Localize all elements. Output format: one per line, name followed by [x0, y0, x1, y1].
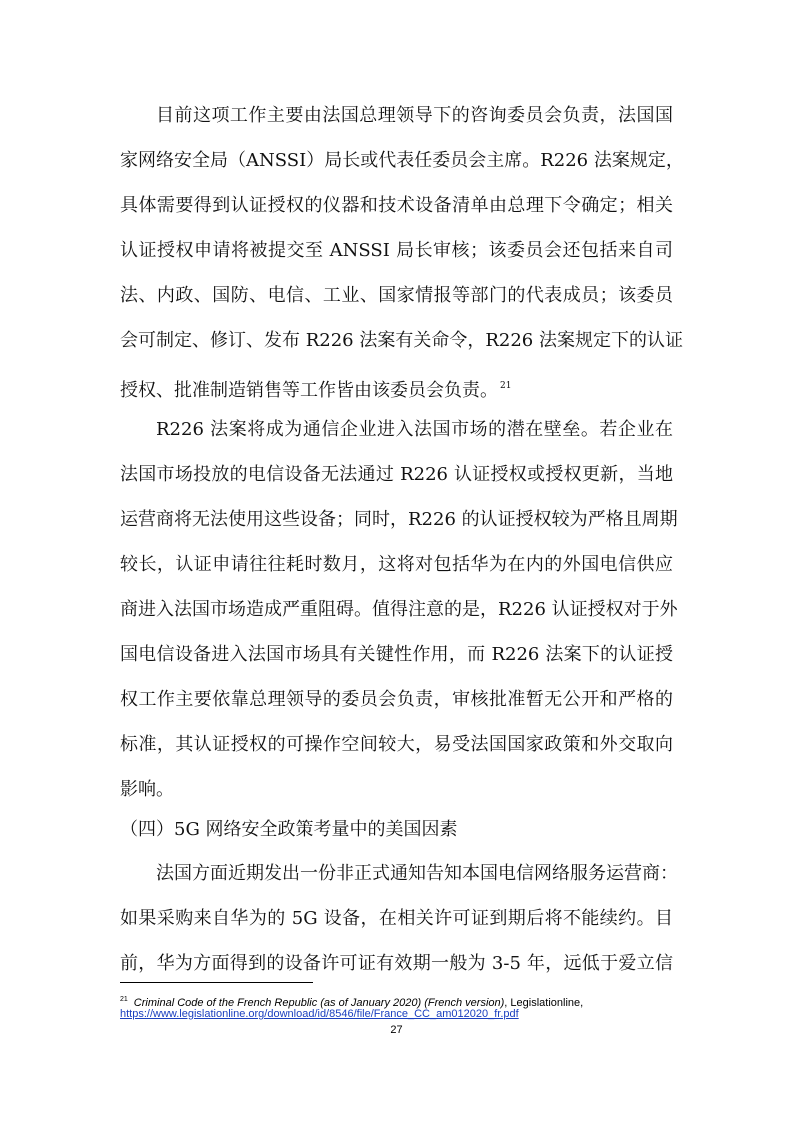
- para1-line: 家网络安全局（ANSSI）局长或代表任委员会主席。R226 法案规定，: [120, 150, 684, 171]
- page-number: 27: [390, 1024, 403, 1036]
- para2-line: 法国市场投放的电信设备无法通过 R226 认证授权或授权更新，当地: [120, 464, 673, 485]
- para1-last-line: [120, 376, 511, 401]
- para2-line: R226 法案将成为通信企业进入法国市场的潜在壁垒。若企业在: [156, 419, 673, 440]
- para2-line: 影响。: [120, 779, 174, 800]
- footnote-title: Criminal Code of the French Republic (as of January 2020) (French version): [133, 997, 505, 1009]
- para1-line: 认证授权申请将被提交至 ANSSI 局长审核；该委员会还包括来自司: [120, 240, 673, 261]
- para3-line: 法国方面近期发出一份非正式通知告知本国电信网络服务运营商：: [156, 863, 678, 884]
- footnote-source: , Legislationline,: [504, 997, 584, 1009]
- section-heading: （四）5G 网络安全政策考量中的美国因素: [120, 819, 458, 840]
- para1-line: 法、内政、国防、电信、工业、国家情报等部门的代表成员；该委员: [120, 285, 673, 306]
- footnote-reference[interactable]: 21: [500, 381, 512, 391]
- para2-line: 商进入法国市场造成严重阻碍。值得注意的是，R226 认证授权对于外: [120, 599, 678, 620]
- para1-line: 目前这项工作主要由法国总理领导下的咨询委员会负责，法国国: [156, 105, 673, 126]
- para2-line: 国电信设备进入法国市场具有关键性作用，而 R226 法案下的认证授: [120, 644, 673, 665]
- para1-line: 具体需要得到认证授权的仪器和技术设备清单由总理下令确定；相关: [120, 195, 673, 216]
- para3-line: 如果采购来自华为的 5G 设备，在相关许可证到期后将不能续约。目: [120, 908, 673, 929]
- para2-line: 运营商将无法使用这些设备；同时，R226 的认证授权较为严格且周期: [120, 509, 678, 530]
- para1-line: 授权、批准制造销售等工作皆由该委员会负责。: [120, 380, 498, 401]
- para3-line: 前，华为方面得到的设备许可证有效期一般为 3-5 年，远低于爱立信: [120, 953, 673, 974]
- para2-line: 标准，其认证授权的可操作空间较大，易受法国国家政策和外交取向: [120, 734, 673, 755]
- footnote-separator: [120, 982, 313, 983]
- footnote-number: 21: [120, 996, 128, 1003]
- para2-line: 较长，认证申请往往耗时数月，这将对包括华为在内的外国电信供应: [120, 554, 673, 575]
- footnote-url-line: [120, 1008, 519, 1021]
- footnote-link[interactable]: https://www.legislationline.org/download/id/8546/file/France_CC_am012020_fr.pdf: [120, 1008, 519, 1020]
- para1-line: 会可制定、修订、发布 R226 法案有关命令，R226 法案规定下的认证: [120, 330, 683, 351]
- para2-line: 权工作主要依靠总理领导的委员会负责，审核批准暂无公开和严格的: [120, 689, 673, 710]
